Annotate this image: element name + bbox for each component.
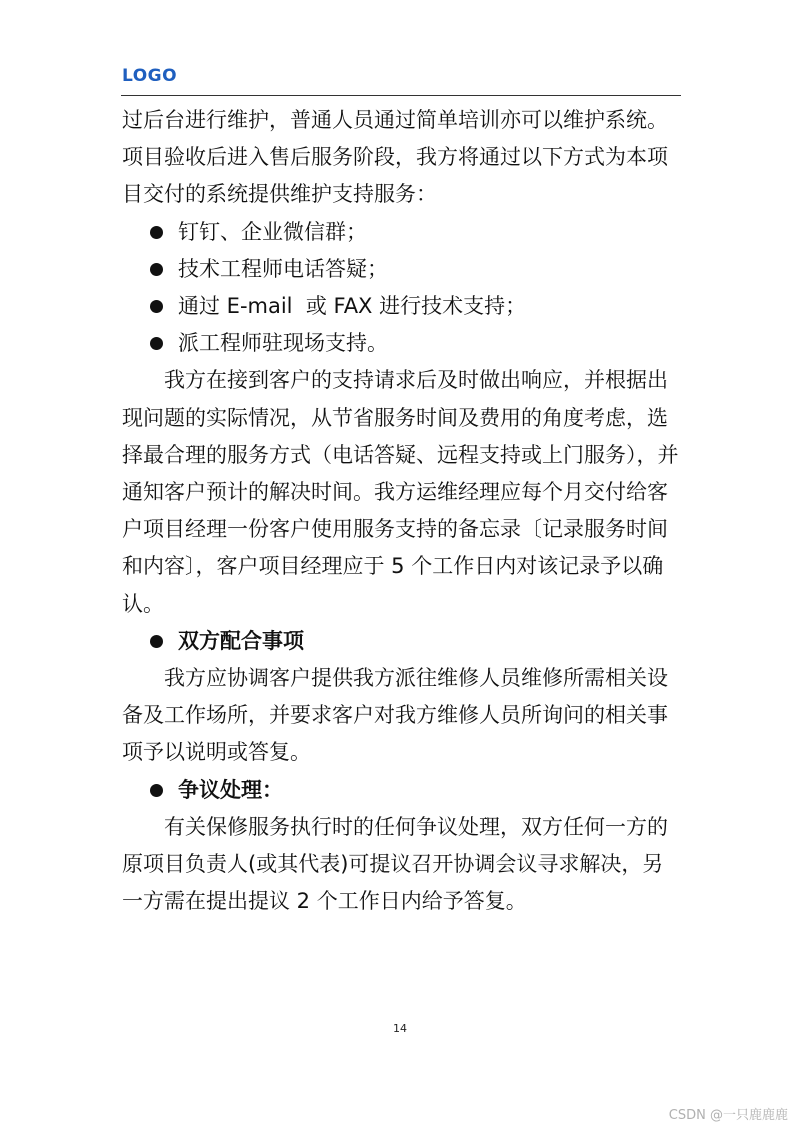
bullet-item (122, 325, 682, 362)
bullet-text: 技术工程师电话答疑； (178, 256, 388, 281)
section-heading-text: 争议处理： (178, 777, 283, 802)
bullet-dot-icon (150, 635, 163, 648)
bullet-dot-icon (150, 263, 163, 276)
paragraph-cooperation: 我方应协调客户提供我方派往维修人员维修所需相关设备及工作场所，并要求客户对我方维修人员所询问的相关事项予以说明或答复。 (122, 666, 668, 765)
bullet-dot-icon (150, 337, 163, 350)
section-heading-cooperation (122, 623, 682, 660)
bullet-item (122, 214, 682, 251)
paragraph-dispute: 有关保修服务执行时的任何争议处理，双方任何一方的原项目负责人(或其代表)可提议召开协调会议寻求解决，另一方需在提出提议 2 个工作日内给予答复。 (122, 814, 668, 914)
bullet-text: 派工程师驻现场支持。 (178, 331, 388, 356)
section-heading-dispute (122, 772, 682, 809)
header-divider (121, 95, 681, 96)
bullet-item (122, 288, 682, 325)
bullet-text: 通过 E-mail 或 FAX 进行技术支持； (178, 294, 527, 319)
bullet-dot-icon (150, 226, 163, 239)
bullet-text: 钉钉、企业微信群； (178, 219, 367, 244)
paragraph-response: 我方在接到客户的支持请求后及时做出响应，并根据出现问题的实际情况，从节省服务时间及费用的角度考虑，选择最合理的服务方式（电话答疑、远程支持或上门服务），并通知客户预计的解决时间。我方运维经理应每个月交付给客户项目经理一份客户使用服务支持的备忘录〔记录服务时间和内容〕，客户项目经理应于 5 个工作日内对该记录予以确认。 (122, 368, 679, 616)
section-heading-text: 双方配合事项 (178, 628, 304, 653)
bullet-dot-icon (150, 784, 163, 797)
document-body (122, 102, 682, 920)
paragraph-intro: 过后台进行维护，普通人员通过简单培训亦可以维护系统。项目验收后进入售后服务阶段，我方将通过以下方式为本项目交付的系统提供维护支持服务： (122, 108, 668, 207)
watermark: CSDN @一只鹿鹿鹿 (668, 1108, 788, 1123)
bullet-dot-icon (150, 300, 163, 313)
header-logo: LOGO (122, 66, 178, 86)
page-number: 14 (393, 1022, 407, 1035)
bullet-item (122, 251, 682, 288)
